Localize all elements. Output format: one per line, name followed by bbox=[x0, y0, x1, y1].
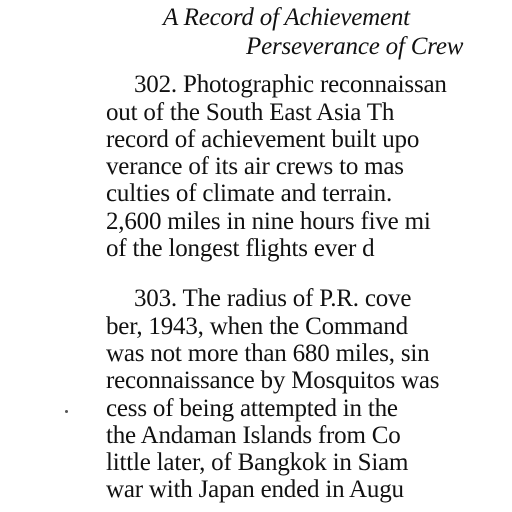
paragraph-302-line: verance of its air crews to mas bbox=[106, 153, 404, 180]
paragraph-302-line: of the longest flights ever d bbox=[106, 235, 375, 262]
paragraph-303-line: little later, of Bangkok in Siam bbox=[106, 449, 409, 476]
paragraph-302-line: 302. Photographic reconnaissan bbox=[134, 71, 447, 98]
paragraph-303-line: the Andaman Islands from Co bbox=[106, 422, 401, 449]
paragraph-302-line: 2,600 miles in nine hours five mi bbox=[106, 208, 431, 235]
paragraph-302-line: out of the South East Asia Th bbox=[106, 99, 395, 126]
paragraph-302-line: record of achievement built upo bbox=[106, 126, 420, 153]
paragraph-302-line: culties of climate and terrain. bbox=[106, 180, 393, 207]
paragraph-303-line: was not more than 680 miles, sin bbox=[106, 340, 430, 367]
paragraph-303-line: cess of being attempted in the bbox=[106, 395, 398, 422]
paragraph-303-line: ber, 1943, when the Command bbox=[106, 313, 408, 340]
paragraph-303-line: 303. The radius of P.R. cove bbox=[134, 285, 412, 312]
print-speck bbox=[65, 410, 68, 413]
section-heading-line-2: Perseverance of Crew bbox=[246, 33, 464, 60]
section-heading-line-1: A Record of Achievement bbox=[163, 4, 410, 31]
paragraph-303-line: war with Japan ended in Augu bbox=[106, 476, 404, 503]
paragraph-303-line: reconnaissance by Mosquitos was bbox=[106, 367, 440, 394]
